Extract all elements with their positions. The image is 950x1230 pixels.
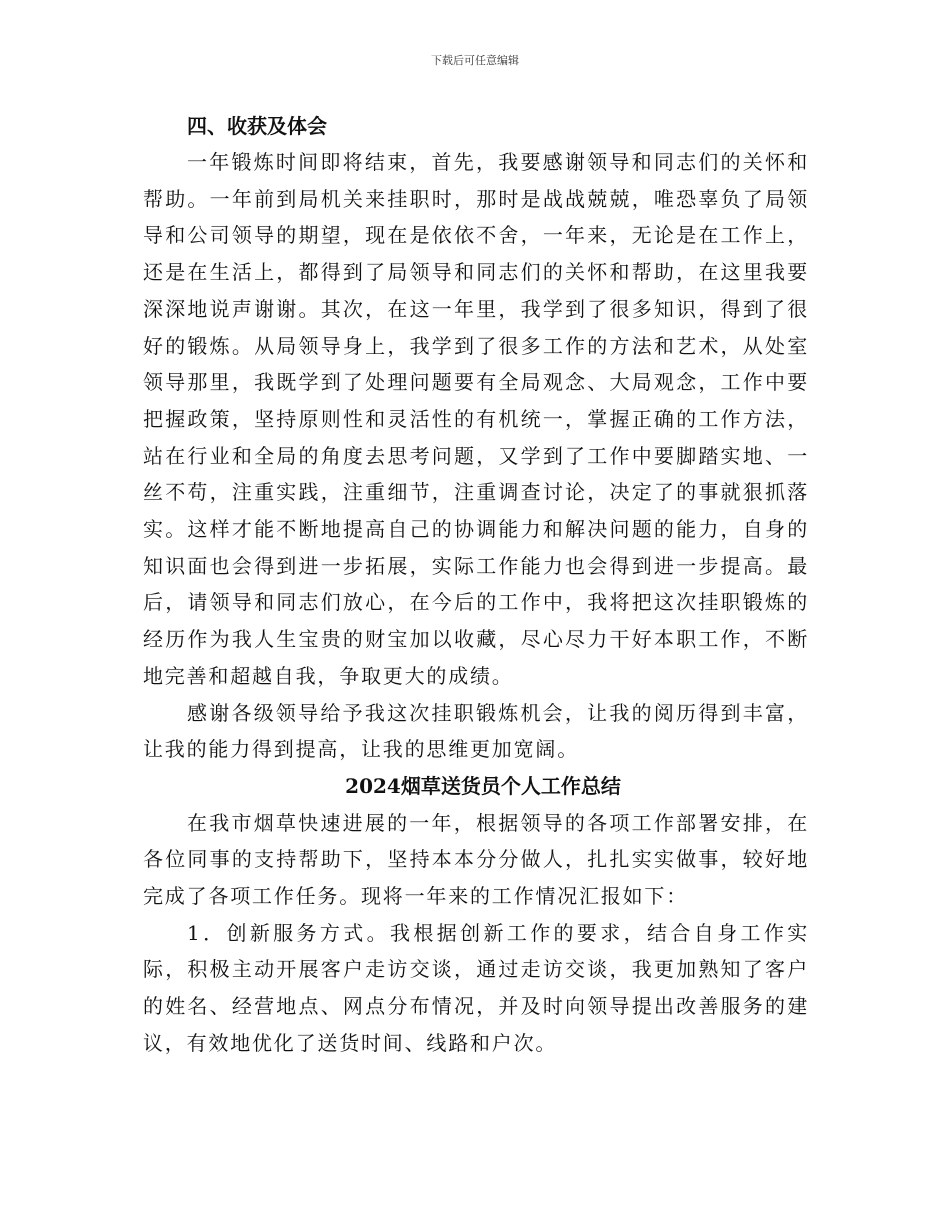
page-header-note: 下载后可任意编辑 — [431, 54, 519, 67]
document-title: 2024烟草送货员个人工作总结 — [345, 773, 621, 798]
document-paragraph-item-1: 1．创新服务方式。我根据创新工作的要求，结合自身工作实际，积极主动开展客户走访交谈，通过走访交谈，我更加熟知了客户的姓名、经营地点、网点分布情况，并及时向领导提出改善服务的建议，有效地优化了送货时间、线路和户次。 — [143, 920, 809, 1055]
document-paragraph-intro: 在我市烟草快速进展的一年，根据领导的各项工作部署安排，在各位同事的支持帮助下，坚持本本分分做人，扎扎实实做事，较好地完成了各项工作任务。现将一年来的工作情况汇报如下： — [143, 810, 809, 909]
document-body — [143, 108, 809, 1062]
section-paragraph-1: 一年锻炼时间即将结束，首先，我要感谢领导和同志们的关怀和帮助。一年前到局机关来挂职时，那时是战战兢兢，唯恐辜负了局领导和公司领导的期望，现在是依依不舍，一年来，无论是在工作上，还是在生活上，都得到了局领导和同志们的关怀和帮助，在这里我要深深地说声谢谢。其次，在这一年里，我学到了很多知识，得到了很好的锻炼。从局领导身上，我学到了很多工作的方法和艺术，从处室领导那里，我既学到了处理问题要有全局观念、大局观念，工作中要把握政策，坚持原则性和灵活性的有机统一，掌握正确的工作方法，站在行业和全局的角度去思考问题，又学到了工作中要脚踏实地、一丝不苟，注重实践，注重细节，注重调查讨论，决定了的事就狠抓落实。这样才能不断地提高自己的协调能力和解决问题的能力，自身的知识面也会得到进一步拓展，实际工作能力也会得到进一步提高。最后，请领导和同志们放心，在今后的工作中，我将把这次挂职锻炼的经历作为我人生宝贵的财宝加以收藏，尽心尽力干好本职工作，不断地完善和超越自我，争取更大的成绩。 — [143, 150, 809, 688]
section-paragraph-2: 感谢各级领导给予我这次挂职锻炼机会，让我的阅历得到丰富，让我的能力得到提高，让我的思维更加宽阔。 — [143, 700, 809, 762]
section-heading: 四、收获及体会 — [187, 114, 327, 138]
